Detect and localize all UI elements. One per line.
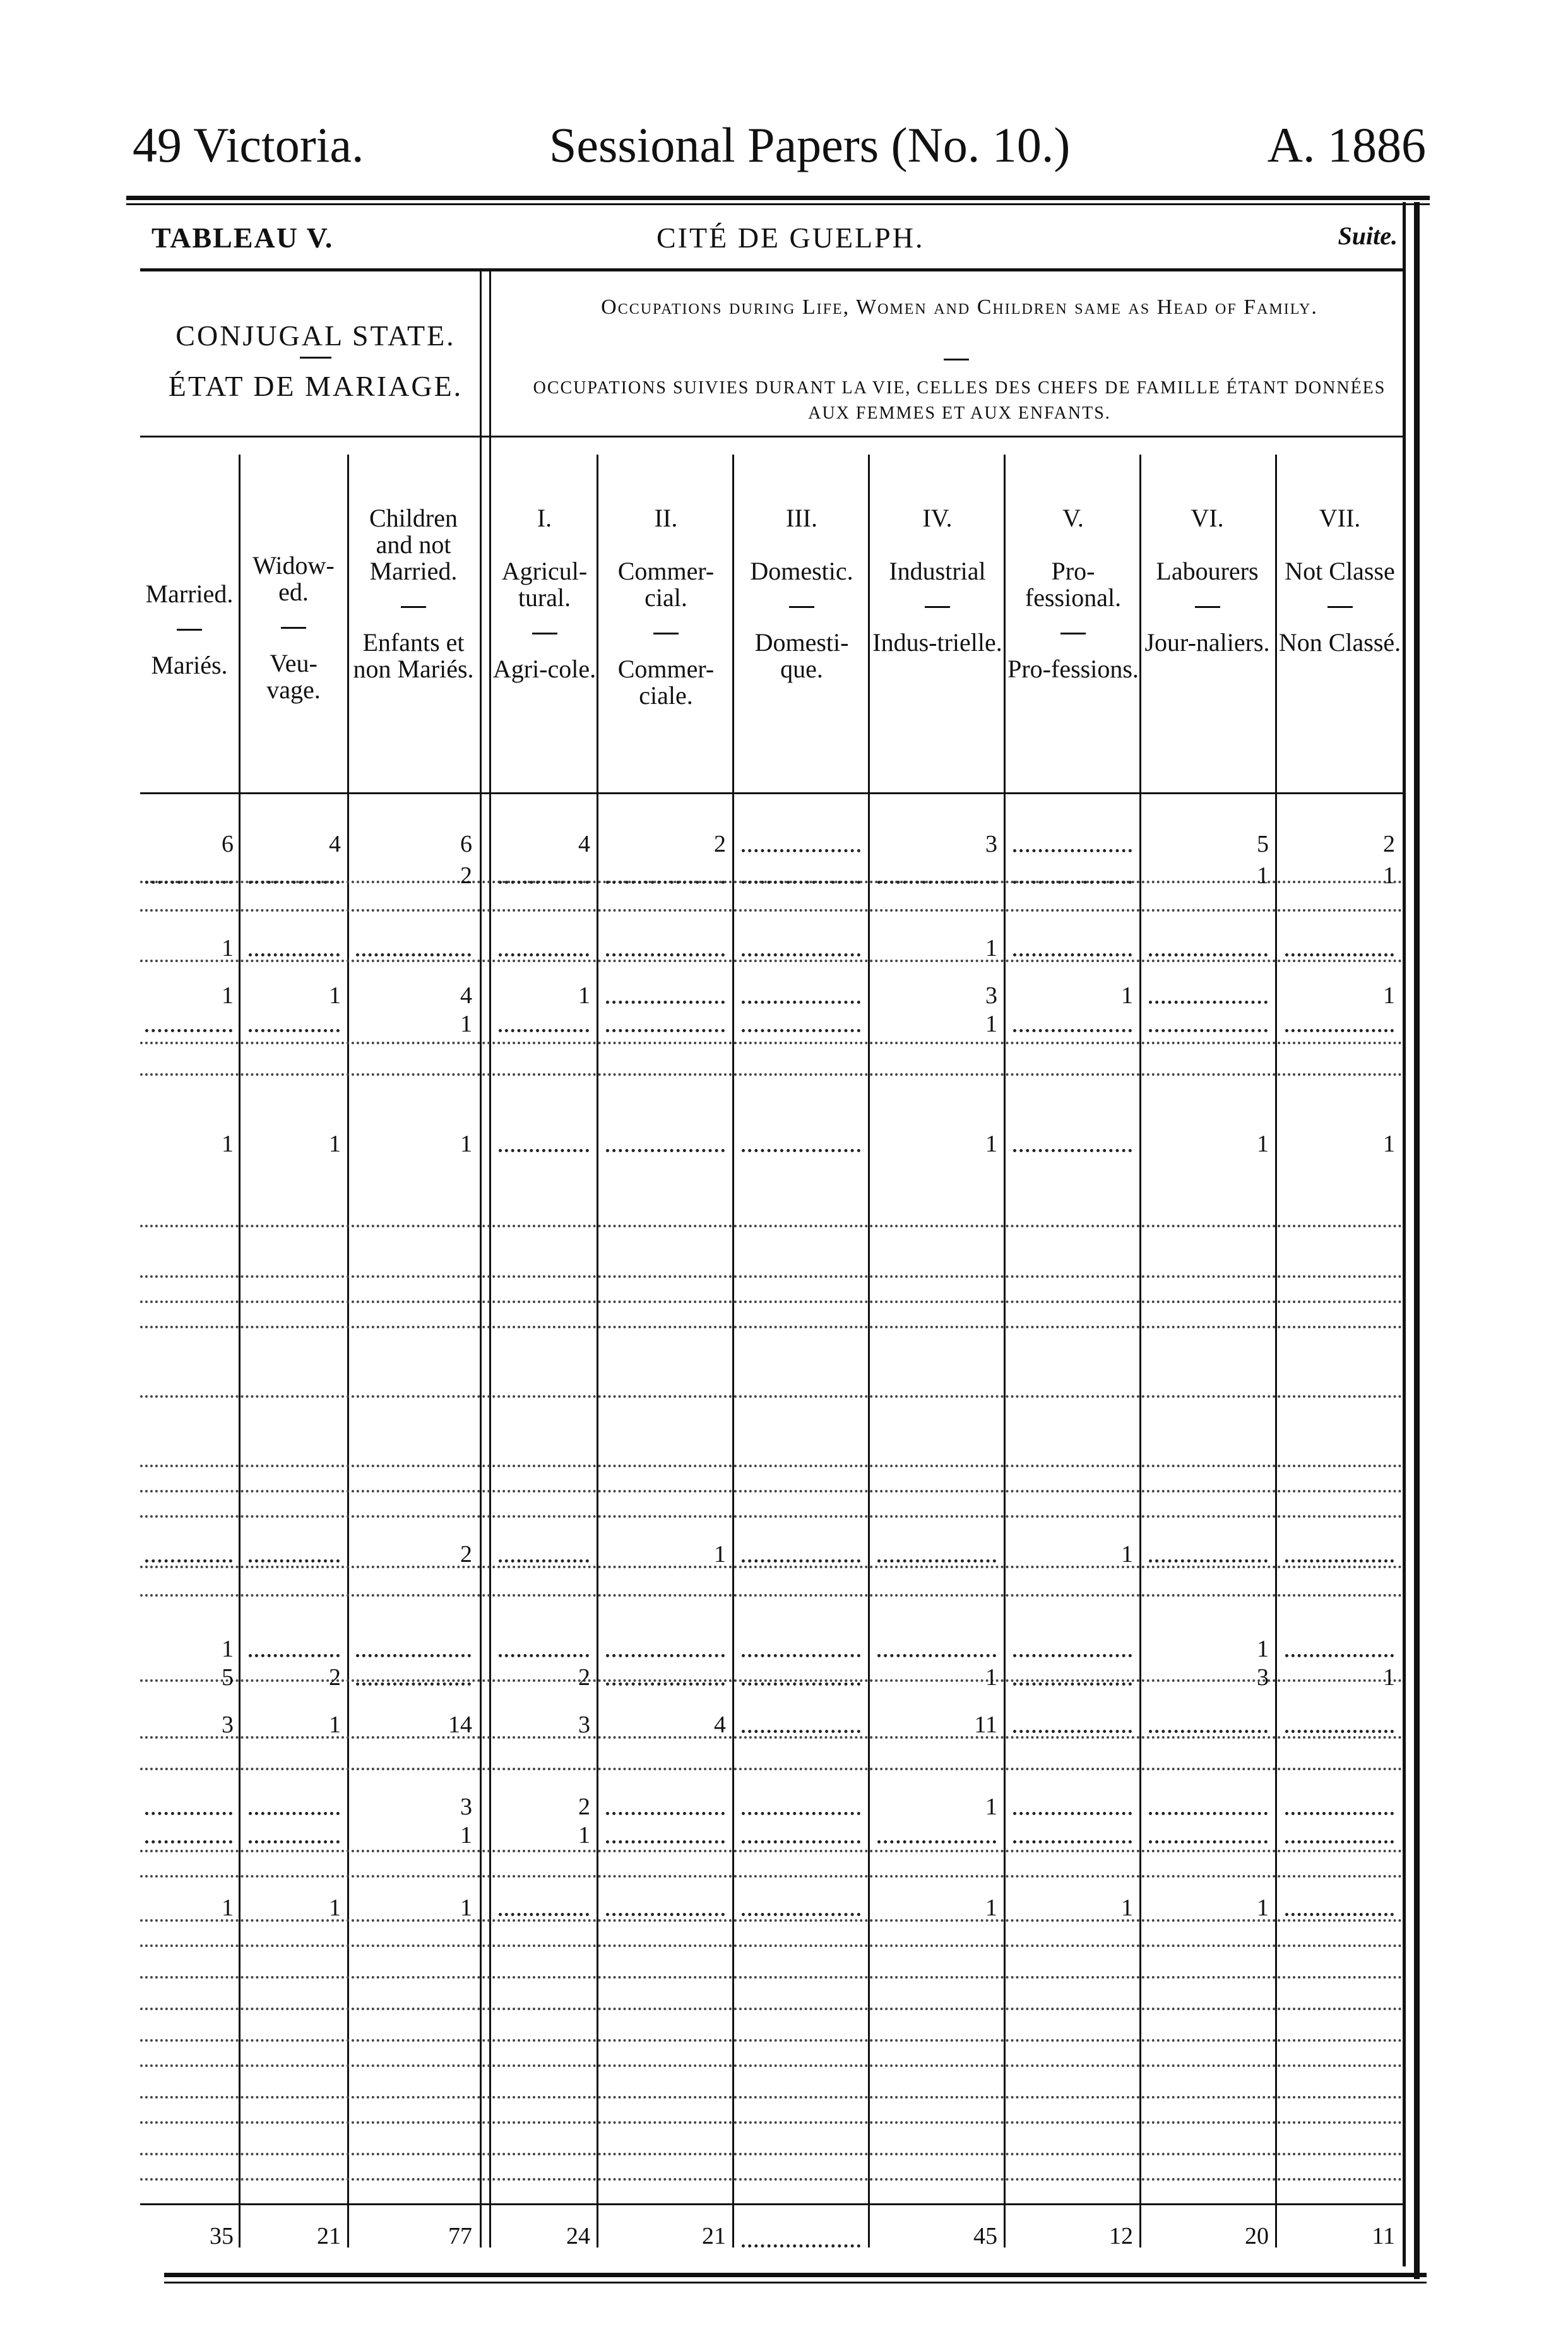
header-dash — [401, 606, 426, 608]
column-rule — [597, 455, 598, 2248]
column-rule — [347, 455, 349, 2248]
header-dash — [925, 606, 950, 608]
empty-cell-leader — [249, 881, 340, 884]
dotted-leader — [140, 1490, 1403, 1492]
dotted-leader — [140, 960, 1403, 962]
empty-cell-leader — [1149, 1559, 1268, 1563]
empty-cell-leader — [606, 953, 725, 956]
empty-cell-leader — [606, 1913, 725, 1916]
dotted-leader — [140, 1976, 1403, 1979]
column-header-widowed — [243, 552, 344, 703]
empty-cell-leader — [606, 1840, 725, 1843]
empty-cell-leader — [1013, 881, 1132, 884]
empty-cell-leader — [1013, 1654, 1132, 1657]
total-cell: 11 — [1372, 2223, 1395, 2249]
table-cell: 3 — [1257, 1664, 1269, 1691]
column-header-fr: Domesti-que. — [754, 628, 849, 683]
column-header-commercial — [600, 505, 732, 709]
table-cell: 1 — [1383, 1664, 1395, 1691]
empty-cell-leader — [499, 1559, 589, 1563]
header-dash — [1060, 633, 1086, 634]
empty-cell-leader — [499, 1029, 589, 1032]
table-cell: 2 — [714, 831, 726, 857]
table-cell: 1 — [1257, 1895, 1269, 1921]
empty-cell-leader — [606, 1029, 725, 1032]
total-cell: 24 — [566, 2223, 590, 2249]
empty-cell-leader — [1013, 1840, 1132, 1843]
column-header-en: Commer-cial. — [617, 557, 715, 612]
dotted-leader — [140, 1275, 1403, 1278]
dotted-leader — [140, 1768, 1403, 1770]
dotted-leader — [140, 1850, 1403, 1852]
empty-cell-leader — [1013, 1812, 1132, 1815]
empty-cell-leader — [249, 1840, 340, 1843]
column-number: IV. — [922, 504, 953, 532]
column-number: VI. — [1191, 504, 1224, 532]
column-header-fr: Non Classé. — [1278, 628, 1401, 657]
table-cell: 1 — [578, 1822, 590, 1849]
title-rule — [140, 268, 1403, 271]
empty-cell-leader — [249, 953, 340, 956]
column-rule — [1275, 455, 1277, 2248]
right-border-thick — [1414, 202, 1420, 2279]
dotted-leader — [140, 1395, 1403, 1398]
empty-cell-leader — [145, 1840, 232, 1843]
table-cell: 1 — [985, 1664, 997, 1691]
table-cell: 5 — [222, 1664, 234, 1691]
empty-cell-leader — [606, 1812, 725, 1815]
totals-rule — [140, 2203, 1403, 2205]
dotted-leader — [140, 1225, 1403, 1227]
column-header-fr: Veu-vage. — [266, 649, 321, 704]
table-cell: 1 — [985, 1131, 997, 1157]
dotted-leader — [140, 1301, 1403, 1303]
empty-cell-leader — [742, 1913, 860, 1916]
empty-cell-leader — [1285, 1730, 1394, 1733]
table-cell: 4 — [329, 831, 341, 857]
table-cell: 1 — [222, 1636, 234, 1662]
empty-cell-leader — [606, 1682, 725, 1686]
empty-cell-leader — [499, 881, 589, 884]
table-cell: 11 — [974, 1712, 997, 1738]
empty-cell-leader — [742, 1682, 860, 1686]
header-dash — [532, 633, 557, 634]
empty-cell-leader — [1149, 1840, 1268, 1843]
empty-cell-leader — [249, 1812, 340, 1815]
empty-cell-leader — [606, 1149, 725, 1152]
column-rule — [1139, 455, 1141, 2248]
volume-label: 49 Victoria. — [133, 117, 364, 172]
header-dash — [653, 633, 679, 634]
occupations-heading-fr: OCCUPATIONS SUIVIES DURANT LA VIE, CELLES DES CHEFS DE FAMILLE ÉTANT DONNÉES AUX FEMMES ET AUX ENFANTS. — [533, 378, 1386, 423]
etat-de-mariage-heading: ÉTAT DE MARIAGE. — [168, 370, 463, 402]
column-rule — [868, 455, 870, 2248]
total-cell: 12 — [1109, 2223, 1133, 2249]
column-header-fr: Agri-cole. — [492, 655, 597, 683]
empty-cell-leader — [877, 1840, 996, 1843]
table-cell: 2 — [460, 1541, 472, 1568]
empty-cell-leader — [606, 1001, 725, 1004]
header-dash — [281, 627, 306, 629]
column-header-not-classed — [1278, 505, 1401, 656]
year-label: A. 1886 — [1267, 117, 1426, 172]
empty-cell-leader — [1285, 953, 1394, 956]
column-header-fr: Pro-fessions. — [1007, 655, 1139, 683]
dotted-leader — [140, 909, 1403, 912]
header-dash — [789, 606, 814, 608]
running-head — [133, 117, 1426, 174]
column-number: II. — [654, 504, 678, 532]
dotted-leader — [140, 1073, 1403, 1076]
column-header-industrial — [871, 505, 1004, 656]
table-cell: 1 — [1383, 1131, 1395, 1157]
dotted-leader — [140, 2039, 1403, 2042]
table-cell: 2 — [329, 1664, 341, 1691]
table-cell: 1 — [222, 1131, 234, 1157]
column-header-fr: Commer-ciale. — [617, 655, 715, 710]
empty-cell-leader — [1149, 1029, 1268, 1032]
column-header-en: Widow-ed. — [252, 551, 335, 606]
sessional-papers-title: Sessional Papers (No. 10.) — [549, 117, 1071, 172]
table-cell: 1 — [1383, 982, 1395, 1009]
column-header-agricultural — [492, 505, 597, 682]
dotted-leader — [140, 1042, 1403, 1044]
table-cell: 1 — [1257, 862, 1269, 889]
column-header-fr: Indus-trielle. — [872, 628, 1002, 657]
empty-cell-leader — [742, 953, 860, 956]
empty-cell-leader — [1149, 1812, 1268, 1815]
dotted-leader — [140, 1594, 1403, 1597]
table-cell: 1 — [578, 982, 590, 1009]
column-header-en: Domestic. — [750, 557, 853, 585]
top-rule — [126, 196, 1430, 200]
empty-cell-leader — [1013, 849, 1132, 852]
dotted-leader — [140, 1515, 1403, 1518]
table-label: TABLEAU V. — [151, 222, 334, 254]
table-cell: 6 — [222, 831, 234, 857]
empty-cell-leader — [499, 953, 589, 956]
empty-cell-leader — [742, 1029, 860, 1032]
empty-cell-leader — [742, 1559, 860, 1563]
header-dash — [1195, 606, 1220, 608]
total-cell: 45 — [973, 2223, 997, 2249]
dotted-leader — [140, 1326, 1403, 1328]
header-bottom-rule — [140, 792, 1403, 794]
table-cell: 1 — [460, 1011, 472, 1037]
empty-cell-leader — [877, 881, 996, 884]
empty-cell-leader — [249, 1654, 340, 1657]
column-header-en: Not Classe — [1285, 557, 1395, 585]
column-header-en: Married. — [145, 580, 234, 608]
table-cell: 2 — [1383, 831, 1395, 857]
empty-cell-leader — [1149, 1730, 1268, 1733]
empty-cell-leader — [1285, 1559, 1394, 1563]
table-cell: 3 — [460, 1794, 472, 1820]
dotted-leader — [140, 2178, 1403, 2181]
table-cell: 6 — [460, 831, 472, 857]
dotted-leader — [140, 2008, 1403, 2010]
empty-cell-leader — [1285, 1812, 1394, 1815]
empty-cell-leader — [249, 1559, 340, 1563]
empty-cell-leader — [877, 1559, 996, 1563]
empty-cell-leader — [356, 1654, 471, 1657]
empty-cell-leader — [145, 1559, 232, 1563]
column-rule — [1004, 455, 1006, 2248]
column-rule — [480, 271, 482, 2248]
table-cell: 1 — [329, 1895, 341, 1921]
empty-cell-leader — [742, 1149, 860, 1152]
column-header-professional — [1007, 505, 1139, 682]
empty-cell-leader — [1285, 1029, 1394, 1032]
empty-cell-leader — [742, 1654, 860, 1657]
column-rule — [489, 271, 491, 2248]
dotted-leader — [140, 2153, 1403, 2155]
column-header-children — [350, 505, 477, 682]
empty-cell-leader — [742, 1001, 860, 1004]
bottom-rule — [164, 2273, 1427, 2277]
empty-cell-leader — [1013, 1730, 1132, 1733]
total-cell: 21 — [702, 2223, 726, 2249]
empty-cell-leader — [499, 1654, 589, 1657]
empty-cell-leader — [1285, 1913, 1394, 1916]
dotted-leader — [140, 1944, 1403, 1947]
table-cell: 1 — [222, 982, 234, 1009]
empty-cell-leader — [742, 2244, 860, 2248]
dotted-leader — [140, 2096, 1403, 2099]
column-header-en: Agricul-tural. — [501, 557, 588, 612]
table-cell: 3 — [578, 1712, 590, 1738]
table-cell: 1 — [329, 982, 341, 1009]
column-header-en: Industrial — [889, 557, 986, 585]
column-number: III. — [786, 504, 817, 532]
conjugal-state-heading: CONJUGAL STATE. — [175, 319, 456, 352]
table-cell: 1 — [1257, 1636, 1269, 1662]
column-header-fr: Jour-naliers. — [1144, 628, 1270, 657]
table-cell: 1 — [985, 1895, 997, 1921]
continued-label: Suite. — [1338, 222, 1398, 250]
empty-cell-leader — [249, 1029, 340, 1032]
empty-cell-leader — [877, 1654, 996, 1657]
empty-cell-leader — [1285, 1840, 1394, 1843]
table-cell: 5 — [1257, 831, 1269, 857]
empty-cell-leader — [145, 881, 232, 884]
table-cell: 2 — [578, 1664, 590, 1691]
header-dash — [177, 629, 202, 631]
table-cell: 1 — [460, 1895, 472, 1921]
empty-cell-leader — [356, 1682, 471, 1686]
column-header-domestic — [735, 505, 868, 682]
group-header-rule — [140, 436, 1403, 438]
city-title: CITÉ DE GUELPH. — [656, 222, 925, 254]
column-header-en: Pro-fessional. — [1025, 557, 1122, 612]
table-cell: 3 — [222, 1712, 234, 1738]
table-title-line — [151, 221, 1398, 259]
table-cell: 1 — [1121, 982, 1133, 1009]
total-cell: 77 — [448, 2223, 472, 2249]
column-header-fr: Mariés. — [151, 651, 228, 679]
empty-cell-leader — [1285, 1654, 1394, 1657]
table-cell: 1 — [460, 1131, 472, 1157]
table-cell: 1 — [714, 1541, 726, 1568]
column-header-married — [140, 581, 239, 679]
empty-cell-leader — [1013, 1149, 1132, 1152]
dotted-leader — [140, 2064, 1403, 2067]
column-header-en: Labourers — [1156, 557, 1259, 585]
table-cell: 1 — [1121, 1895, 1133, 1921]
column-rule — [239, 455, 241, 2248]
table-cell: 2 — [578, 1794, 590, 1820]
empty-cell-leader — [742, 849, 860, 852]
empty-cell-leader — [742, 1812, 860, 1815]
column-header-en: Children and not Married. — [369, 504, 458, 585]
table-cell: 1 — [329, 1131, 341, 1157]
empty-cell-leader — [606, 881, 725, 884]
dotted-leader — [140, 1566, 1403, 1568]
total-cell: 35 — [210, 2223, 234, 2249]
column-number: I. — [537, 504, 552, 532]
right-border — [1403, 202, 1406, 2266]
table-cell: 2 — [460, 862, 472, 889]
empty-cell-leader — [499, 1913, 589, 1916]
table-cell: 4 — [460, 982, 472, 1009]
column-number: VII. — [1319, 504, 1361, 532]
empty-cell-leader — [1149, 953, 1268, 956]
column-number: V. — [1062, 504, 1084, 532]
column-header-fr: Enfants et non Mariés. — [353, 628, 474, 683]
table-cell: 3 — [985, 831, 997, 857]
empty-cell-leader — [1013, 1682, 1132, 1686]
table-cell: 1 — [460, 1822, 472, 1849]
top-rule-thin — [126, 203, 1430, 205]
table-cell: 3 — [985, 982, 997, 1009]
table-cell: 4 — [714, 1712, 726, 1738]
dotted-leader — [140, 1465, 1403, 1467]
empty-cell-leader — [356, 953, 471, 956]
empty-cell-leader — [606, 1654, 725, 1657]
dotted-leader — [140, 2121, 1403, 2124]
empty-cell-leader — [1013, 953, 1132, 956]
occupations-heading-en: Occupations during Life, Women and Children same as Head of Family. — [601, 295, 1318, 319]
bottom-rule-thin — [164, 2282, 1427, 2283]
heading-dash — [300, 357, 331, 359]
table-cell: 1 — [329, 1712, 341, 1738]
empty-cell-leader — [742, 1840, 860, 1843]
total-cell: 20 — [1245, 2223, 1269, 2249]
column-header-labourers — [1139, 505, 1275, 656]
empty-cell-leader — [145, 1029, 232, 1032]
table-cell: 1 — [1121, 1541, 1133, 1568]
table-cell: 1 — [222, 935, 234, 962]
table-cell: 1 — [985, 1011, 997, 1037]
table-cell: 1 — [1383, 862, 1395, 889]
empty-cell-leader — [1013, 1029, 1132, 1032]
header-dash — [1327, 606, 1353, 608]
heading-dash — [944, 359, 969, 360]
table-cell: 1 — [985, 1794, 997, 1820]
table-cell: 4 — [578, 831, 590, 857]
table-cell: 1 — [222, 1895, 234, 1921]
empty-cell-leader — [499, 1149, 589, 1152]
column-rule — [732, 455, 734, 2248]
empty-cell-leader — [742, 1730, 860, 1733]
empty-cell-leader — [1149, 1001, 1268, 1004]
table-cell: 14 — [448, 1712, 472, 1738]
empty-cell-leader — [742, 881, 860, 884]
table-cell: 1 — [1257, 1131, 1269, 1157]
total-cell: 21 — [317, 2223, 341, 2249]
empty-cell-leader — [145, 1812, 232, 1815]
dotted-leader — [140, 1875, 1403, 1878]
table-cell: 1 — [985, 935, 997, 962]
